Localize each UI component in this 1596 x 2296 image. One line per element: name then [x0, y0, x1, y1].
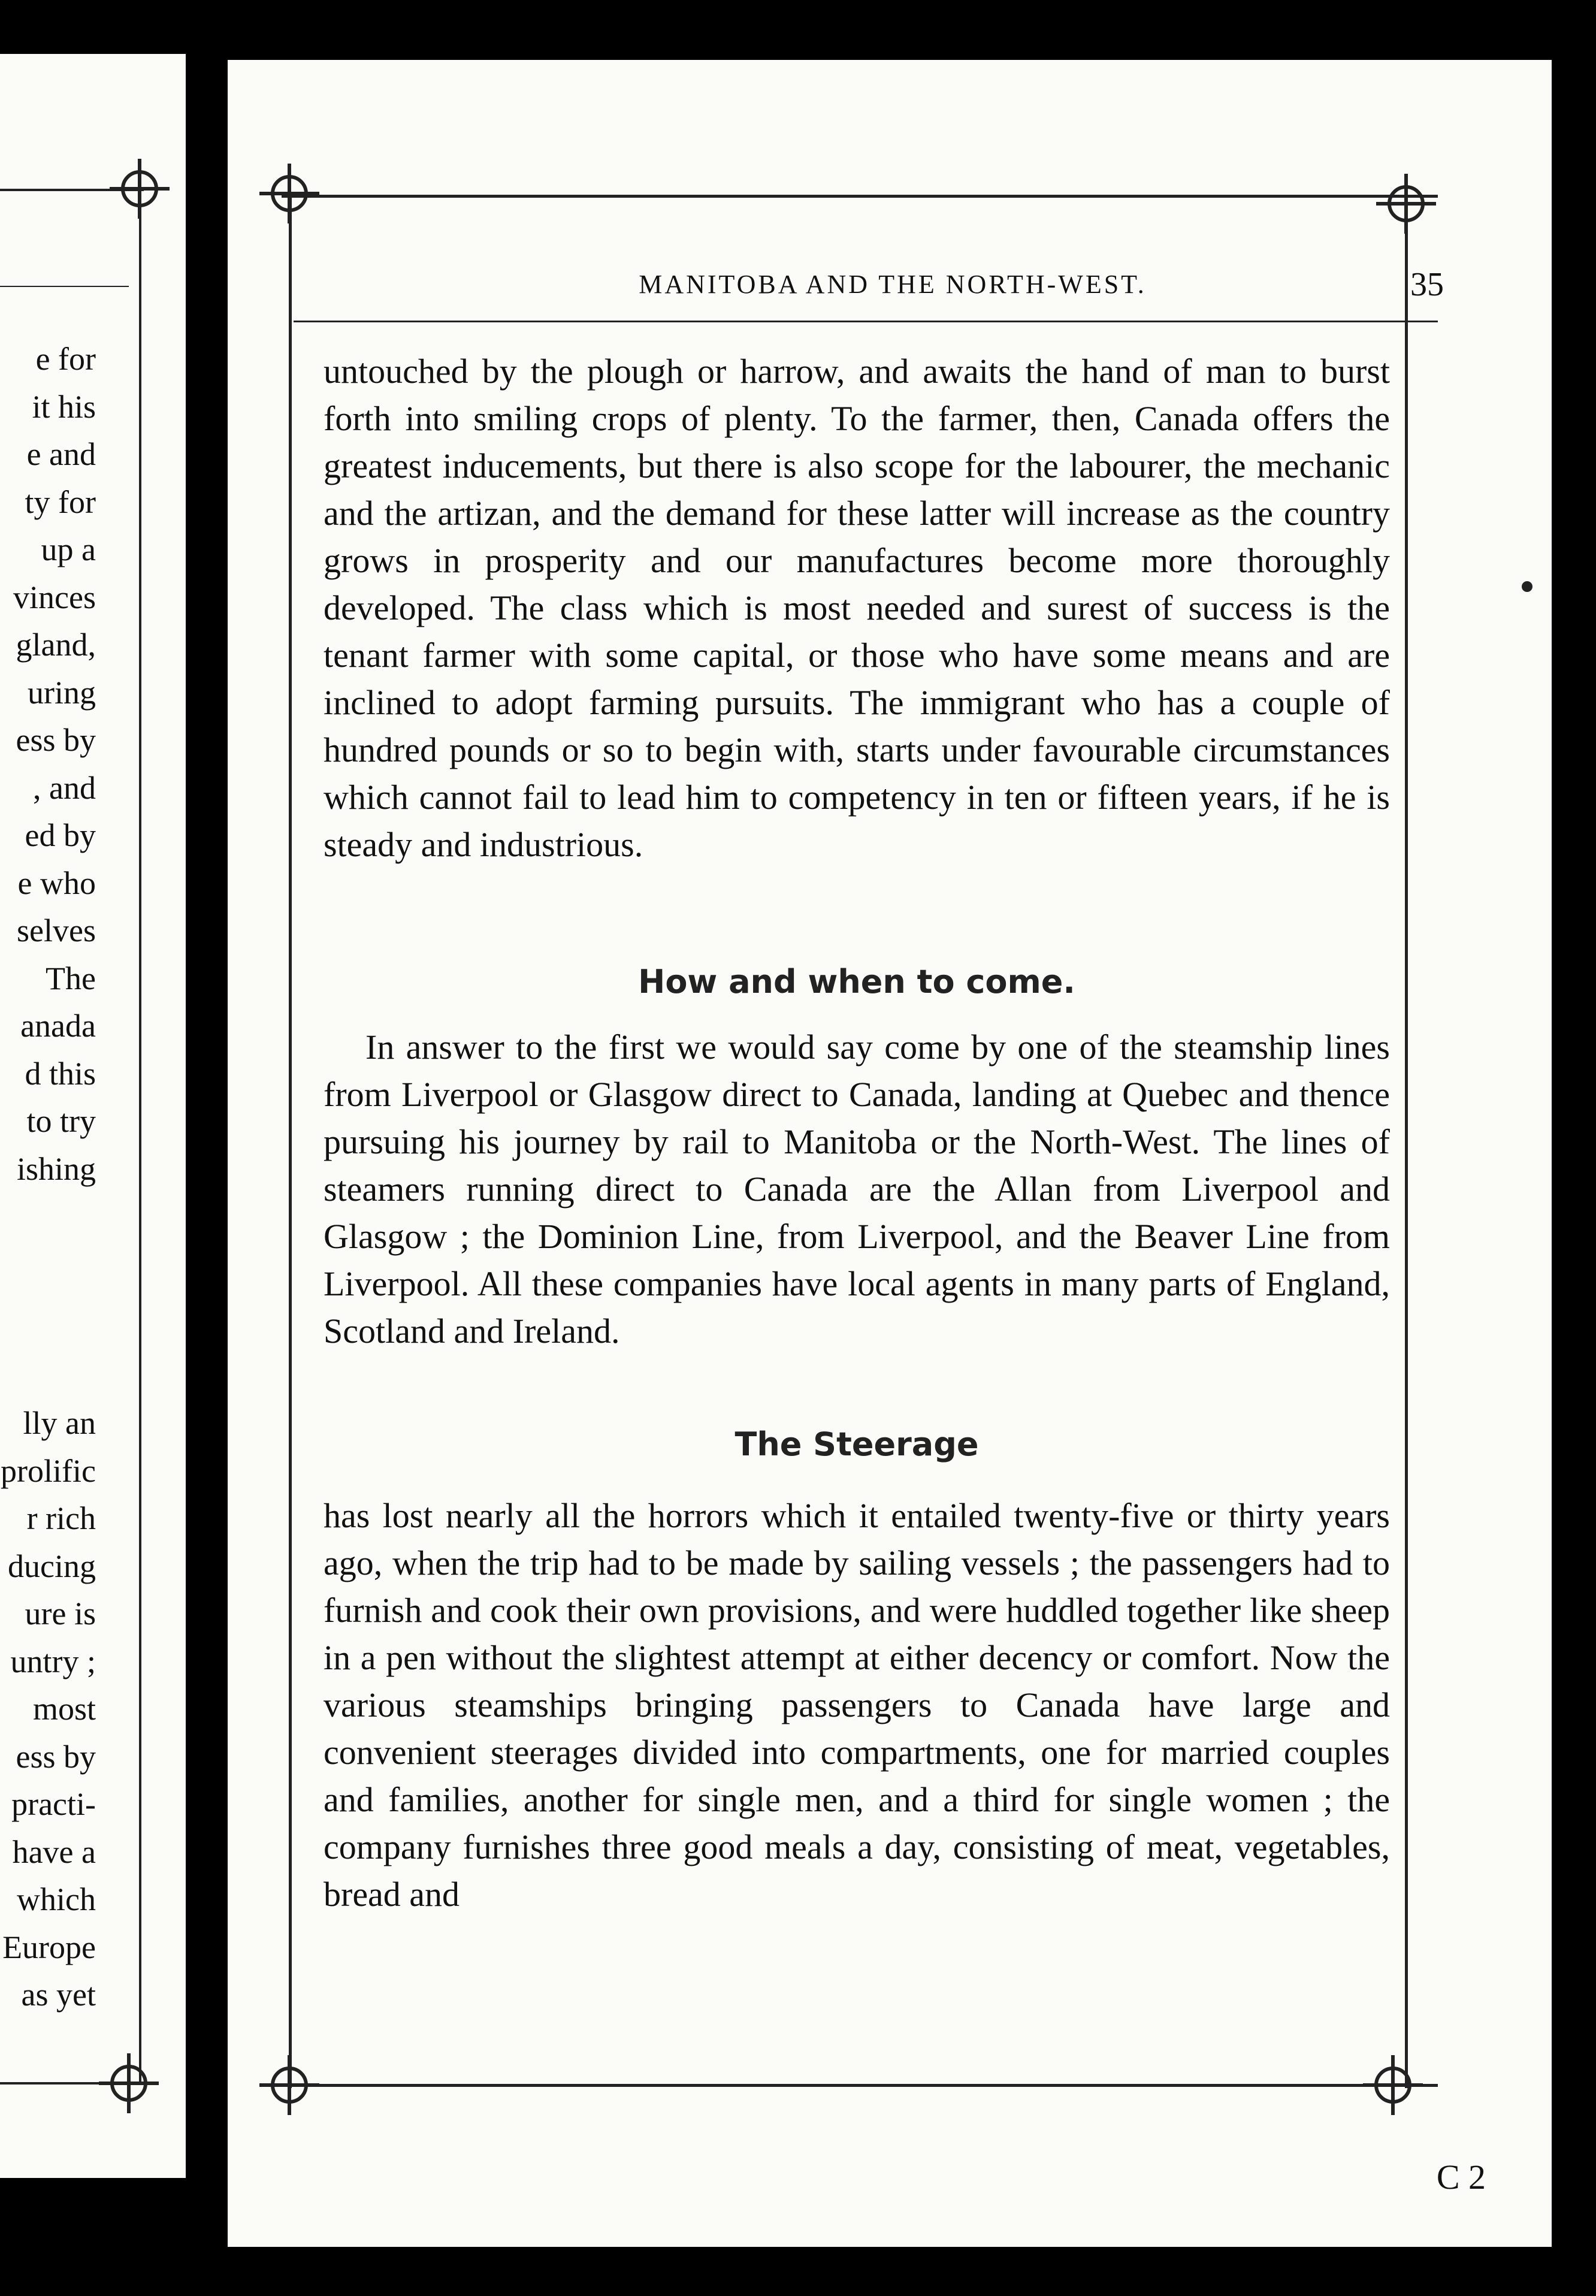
facing-page-top-ornament-icon: [107, 156, 173, 222]
facing-line: gland,: [16, 627, 96, 663]
facing-line: which: [17, 1881, 96, 1917]
bottom-left-ornament-icon: [256, 2052, 322, 2118]
facing-line: ed by: [25, 817, 96, 853]
page-edge-speck: [1522, 581, 1532, 592]
facing-page-bottom-ornament-icon: [96, 2050, 162, 2116]
steerage-paragraph: has lost nearly all the horrors which it entailed twenty-five or thirty years ago, when the trip had to be made by sailing vessels ; the passengers had to furnish and cook their own provisions, and were huddled together like sheep in a pen without the slightest attempt at either decency or comfort. Now the various steamships bringing passengers to Canada have large and convenient steerages divided into compartments, one for married couples and families, another for single men, and a third for single women ; the company furnishes three good meals a day, consisting of meat, vegetables, bread and: [324, 1496, 1390, 1914]
facing-line: The: [46, 960, 96, 996]
page-body: [324, 348, 1390, 1918]
facing-line: it his: [32, 388, 96, 425]
facing-line: have a: [12, 1833, 96, 1870]
facing-line: ure is: [25, 1596, 96, 1632]
header-rule: [294, 321, 1438, 322]
heading-how-and-when: How and when to come.: [638, 963, 1075, 1001]
facing-line: most: [32, 1691, 96, 1727]
facing-line: vinces: [13, 579, 96, 615]
left-border-rule: [289, 195, 292, 2088]
opening-paragraph: untouched by the plough or harrow, and awaits the hand of man to burst forth into smiling crops of plenty. To the farmer, then, Canada offers the greatest inducements, but there is also scope for the labourer, the mechanic and the artizan, and the demand for these latter will increase as the country grows in prosperity and our manufactures become more thoroughly developed. The class which is most needed and surest of success is the tenant farmer with some capital, or those who have some means and are inclined to adopt farming pursuits. The immigrant who has a couple of hundred pounds or so to begin with, starts under favourable circumstances which cannot fail to lead him to competency in ten or fifteen years, if he is steady and industrious.: [324, 352, 1390, 864]
facing-line: ess by: [16, 722, 96, 758]
facing-line: e and: [26, 436, 96, 472]
facing-line: prolific: [1, 1452, 96, 1489]
facing-line: Europe: [2, 1929, 96, 1965]
facing-line: uring: [28, 674, 96, 711]
facing-line: ty for: [25, 484, 96, 520]
facing-line: e for: [35, 341, 96, 377]
facing-line: r rich: [26, 1500, 96, 1536]
facing-line: practi-: [11, 1786, 96, 1822]
bottom-border-rule: [282, 2084, 1438, 2087]
facing-line: anada: [20, 1008, 96, 1044]
right-border-rule: [1405, 219, 1408, 2088]
facing-gap: [0, 1193, 96, 1400]
heading-steerage: The Steerage: [734, 1425, 979, 1463]
facing-page-text: [0, 336, 96, 2019]
facing-page-fragment: [0, 54, 186, 2178]
facing-page-right-rule: [139, 189, 141, 2085]
top-border-rule: [282, 195, 1438, 198]
facing-line: to try: [26, 1103, 96, 1139]
facing-line: ess by: [16, 1738, 96, 1775]
facing-line: selves: [17, 913, 96, 948]
facing-line: e who: [17, 865, 96, 901]
top-right-ornament-icon: [1373, 171, 1439, 237]
facing-page-header-rule: [0, 286, 129, 287]
facing-line: ducing: [8, 1548, 96, 1584]
how-paragraph: In answer to the first we would say come by one of the steamship lines from Liverpool or Glasgow direct to Canada, landing at Quebec and thence pursuing his journey by rail to Manitoba or the North-West. The lines of steamers running direct to Canada are the Allan from Liverpool and Glasgow ; the Dominion Line, from Liverpool, and the Beaver Line from Liverpool. All these companies have local agents in many parts of England, Scotland and Ireland.: [324, 1028, 1390, 1351]
top-left-ornament-icon: [256, 161, 322, 226]
bottom-right-ornament-icon: [1360, 2052, 1426, 2118]
book-page: [228, 60, 1552, 2247]
page-number: 35: [1410, 266, 1444, 303]
facing-line: , and: [33, 769, 96, 806]
running-title: MANITOBA AND THE NORTH-WEST.: [639, 270, 1147, 299]
running-header: [563, 258, 1444, 312]
facing-line: up a: [41, 531, 96, 567]
facing-line: d this: [25, 1055, 96, 1092]
facing-line: ishing: [16, 1150, 96, 1187]
facing-line: untry ;: [10, 1643, 96, 1679]
facing-line: lly an: [23, 1405, 96, 1441]
signature-mark: C 2: [1436, 2158, 1486, 2197]
facing-line: as yet: [21, 1977, 96, 2013]
